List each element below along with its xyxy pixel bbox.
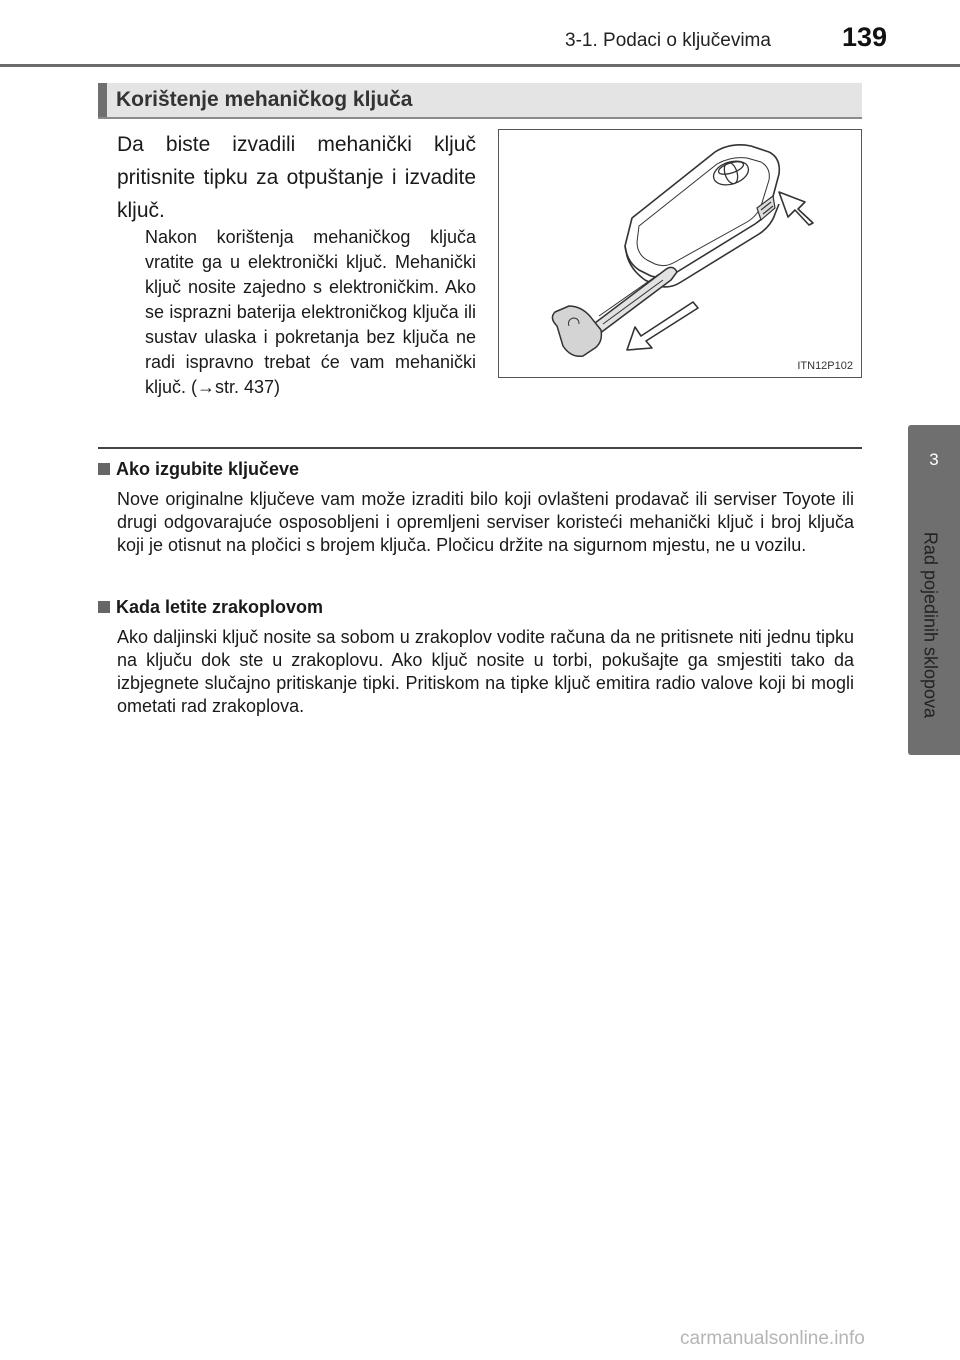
section-heading-bar — [98, 83, 862, 119]
page-number: 139 — [842, 22, 888, 52]
bullet-square-icon — [98, 463, 110, 475]
mechanical-key — [552, 267, 677, 356]
key-drawing — [499, 130, 861, 377]
pull-arrow-icon — [627, 302, 698, 350]
subsection-heading-text: Ako izgubite ključeve — [116, 459, 300, 479]
subsection-body-flying: Ako daljinski ključ nosite sa sobom u zrakoplov vodite računa da ne pritisnete niti jednu tipku na ključu dok ste u zrakoplovu. Ako ključ nosite u torbi, pokušajte ga smjestiti tako da izbjegnete slučajno pritiskanje tipki. Pritiskom na tipke ključ emitira radio valove koji bi mogli ometati rad zrakoplova. — [117, 627, 854, 716]
bullet-square-icon — [98, 601, 110, 613]
chapter-number: 3 — [929, 450, 939, 469]
section-title: Korištenje mehaničkog ključa — [116, 88, 413, 111]
section-divider — [98, 447, 862, 449]
key-illustration — [498, 129, 862, 378]
watermark: carmanualsonline.info — [680, 1328, 865, 1349]
header-rule — [0, 64, 960, 67]
key-fob — [625, 145, 779, 287]
push-arrow-icon — [779, 192, 813, 225]
subsection-heading-lost-keys — [98, 459, 299, 480]
lead-paragraph: Da biste izvadili mehanički ključ pritisnite tipku za otpuštanje i izvadite ključ. — [117, 133, 476, 222]
figure-code: ITN12P102 — [797, 360, 853, 372]
chapter-title: Rad pojedinih sklopova — [920, 531, 941, 719]
subsection-body-lost-keys: Nove originalne ključeve vam može izraditi bilo koji ovlašteni prodavač ili serviser Toyote ili drugi odgovarajuće osposobljeni i opremljeni serviser koristeći mehanički ključ i broj ključa koji je otisnut na pločici s brojem ključa. Pločicu držite na sigurnom mjestu, ne u vozilu. — [117, 489, 854, 555]
subsection-heading-flying — [98, 597, 323, 618]
section-heading-accent — [98, 83, 107, 117]
note-paragraph: Nakon korištenja mehaničkog ključa vratite ga u elektronički ključ. Mehanički ključ nosite zajedno s elektroničkim. Ako se isprazni baterija elektroničkog ključa ili sustav ulaska i pokretanja bez ključa ne radi ispravno trebat će vam mehanički ključ. (→str. 437) — [145, 227, 476, 397]
subsection-heading-text: Kada letite zrakoplovom — [116, 597, 324, 617]
running-header-section: 3-1. Podaci o ključevima — [565, 30, 771, 51]
